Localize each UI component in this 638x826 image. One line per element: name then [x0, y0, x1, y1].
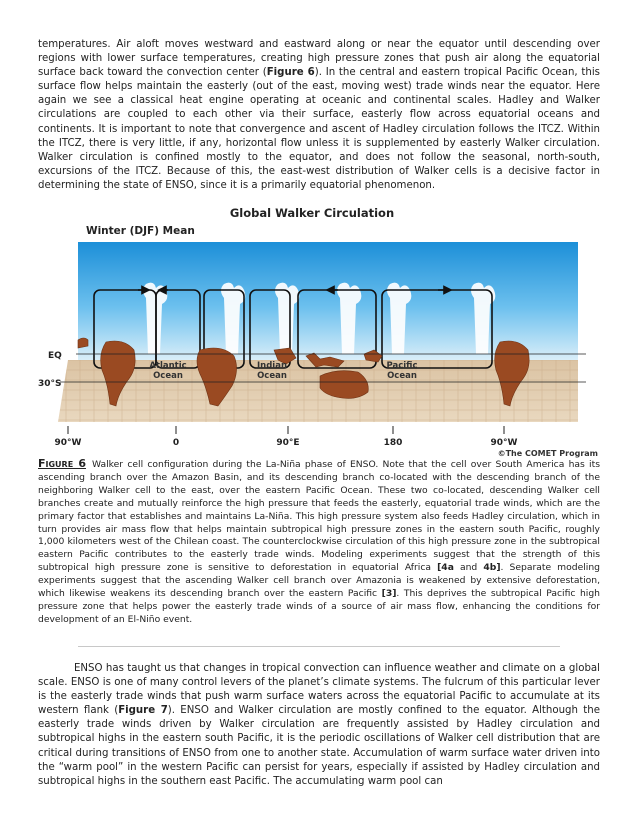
- caption-text-a: Walker cell configuration during the La-Niña phase of ENSO. Note that the cell over South America has its ascending branch over the Amazon Basin, and its descending branch co-located with the descending branch of the neighboring Walker cell to the east, over the eastern Pacific Ocean. These two co-located, descending Walker cell branches create and mutually reinforce the high pressure that feeds the easterly, equatorial trade winds, which are the primary factor that establishes and maintains La-Niña. This high pressure system also feeds Hadley circulation, which in turn provides air mass flow that helps maintain subtropical high pressure zones in the eastern south Pacific, roughly 1,000 kilometers west of the Chilean coast. The counterclockwise circulation of this high pressure zone in the subtropical eastern Pacific contributes to the easterly trade winds. Modeling experiments suggest that the strength of this subtropical high pressure zone is sensitive to deforestation in equatorial Africa: [38, 459, 600, 574]
- 30s-label: 30°S: [38, 379, 62, 389]
- equator-label: EQ: [48, 351, 62, 361]
- paragraph-2: [38, 662, 600, 789]
- figure-caption: [38, 458, 600, 627]
- section-divider: [78, 646, 560, 647]
- longitude-labels: [55, 438, 518, 448]
- figure-7-reference: Figure 7: [118, 705, 168, 717]
- paragraph-2-text-b: ). ENSO and Walker circulation are mostly confined to the equator. Although the easterly trade winds driven by Walker circulation are frequently assisted by Hadley circulation and subtropical highs in the eastern south Pacific, it is the periodic oscillations of Walker cell distribution that are critical during transitions of ENSO from one to another state. Accumulation of warm surface water driven into the “warm pool” in the western Pacific can persist for years, especially if assisted by Hadley circulation and subtropical highs in the southern east Pacific. The accumulating warm pool can: [38, 705, 600, 787]
- lon-label-5: 90°W: [490, 438, 518, 448]
- longitude-ticks: [68, 426, 504, 434]
- ocean-label-pacific-1: Pacific: [386, 361, 418, 371]
- ocean-label-atlantic-2: Ocean: [153, 371, 183, 381]
- central-america: [78, 338, 88, 348]
- ocean-label-pacific-2: Ocean: [387, 371, 417, 381]
- caption-label: Figure 6: [38, 457, 86, 470]
- walker-circulation-figure: [38, 200, 600, 460]
- caption-text-c: . This deprives the subtropical Pacific high pressure zone that helps power the easterly trade winds of a source of air mass flow, enhancing the conditions for development of an El-Niño event.: [38, 588, 600, 625]
- lon-label-2: 0: [172, 438, 180, 448]
- paragraph-1-text-b: ). In the central and eastern tropical Pacific Ocean, this surface flow helps maintain the easterly (out of the east, moving west) trade winds near the equator. Here again we see a classical heat engine operating at oceanic and continental scales. Hadley and Walker circulations are coupled to each other via their surface, easterly flow across equatorial oceans and continents. It is important to note that convergence and ascent of Hadley circulation follows the ITCZ. Within the ITCZ, there is very little, if any, horizontal flow unless it is supplemented by easterly Walker circulation. Walker circulation is confined mostly to the equator, and does not follow the seasonal, north-south, excursions of the ITCZ. Because of this, the east-west distribution of Walker cells is a decisive factor in determining the state of ENSO, since it is a primarily equatorial phenomenon.: [38, 67, 600, 191]
- ocean-label-indian-2: Ocean: [257, 371, 287, 381]
- reference-4a: [4a: [437, 562, 454, 574]
- lon-label-4: 180: [383, 438, 403, 448]
- figure-subtitle: Winter (DJF) Mean: [86, 225, 195, 237]
- paragraph-2-text-a: ENSO has taught us that changes in tropical convection can influence weather and climate on a global scale. ENSO is one of many control levers of the planet’s climate systems. The fulcrum of this particular lever is the easterly trade winds that push warm surface waters across the equatorial Pacific to accumulate at its western flank (: [38, 663, 600, 717]
- figure-credit: ©The COMET Program: [497, 449, 598, 458]
- ocean-label-atlantic-1: Atlantic: [149, 361, 187, 371]
- caption-text-b: . Separate modeling experiments suggest that the ascending Walker cell branch over Amazonia is weakened by extensive deforestation, which likewise weakens its descending branch over the eastern Pacific: [38, 562, 600, 600]
- lon-label-3: 90°E: [276, 438, 300, 448]
- figure-title: Global Walker Circulation: [229, 206, 395, 220]
- ocean-label-indian-1: Indian: [257, 361, 287, 371]
- caption-and: and: [453, 562, 484, 574]
- paragraph-1-text-a: temperatures. Air aloft moves westward and eastward along or near the equator until descending over regions with lower surface temperatures, creating high pressure zones that push air along the equatorial surface back toward the convection center (: [38, 39, 600, 79]
- reference-4b: 4b]: [483, 562, 501, 574]
- lon-label-1: 90°W: [54, 438, 82, 448]
- figure-6-reference: Figure 6: [266, 67, 315, 79]
- paragraph-1: [38, 38, 600, 193]
- walker-circulation-diagram: [38, 200, 600, 460]
- reference-3: [3]: [381, 588, 397, 600]
